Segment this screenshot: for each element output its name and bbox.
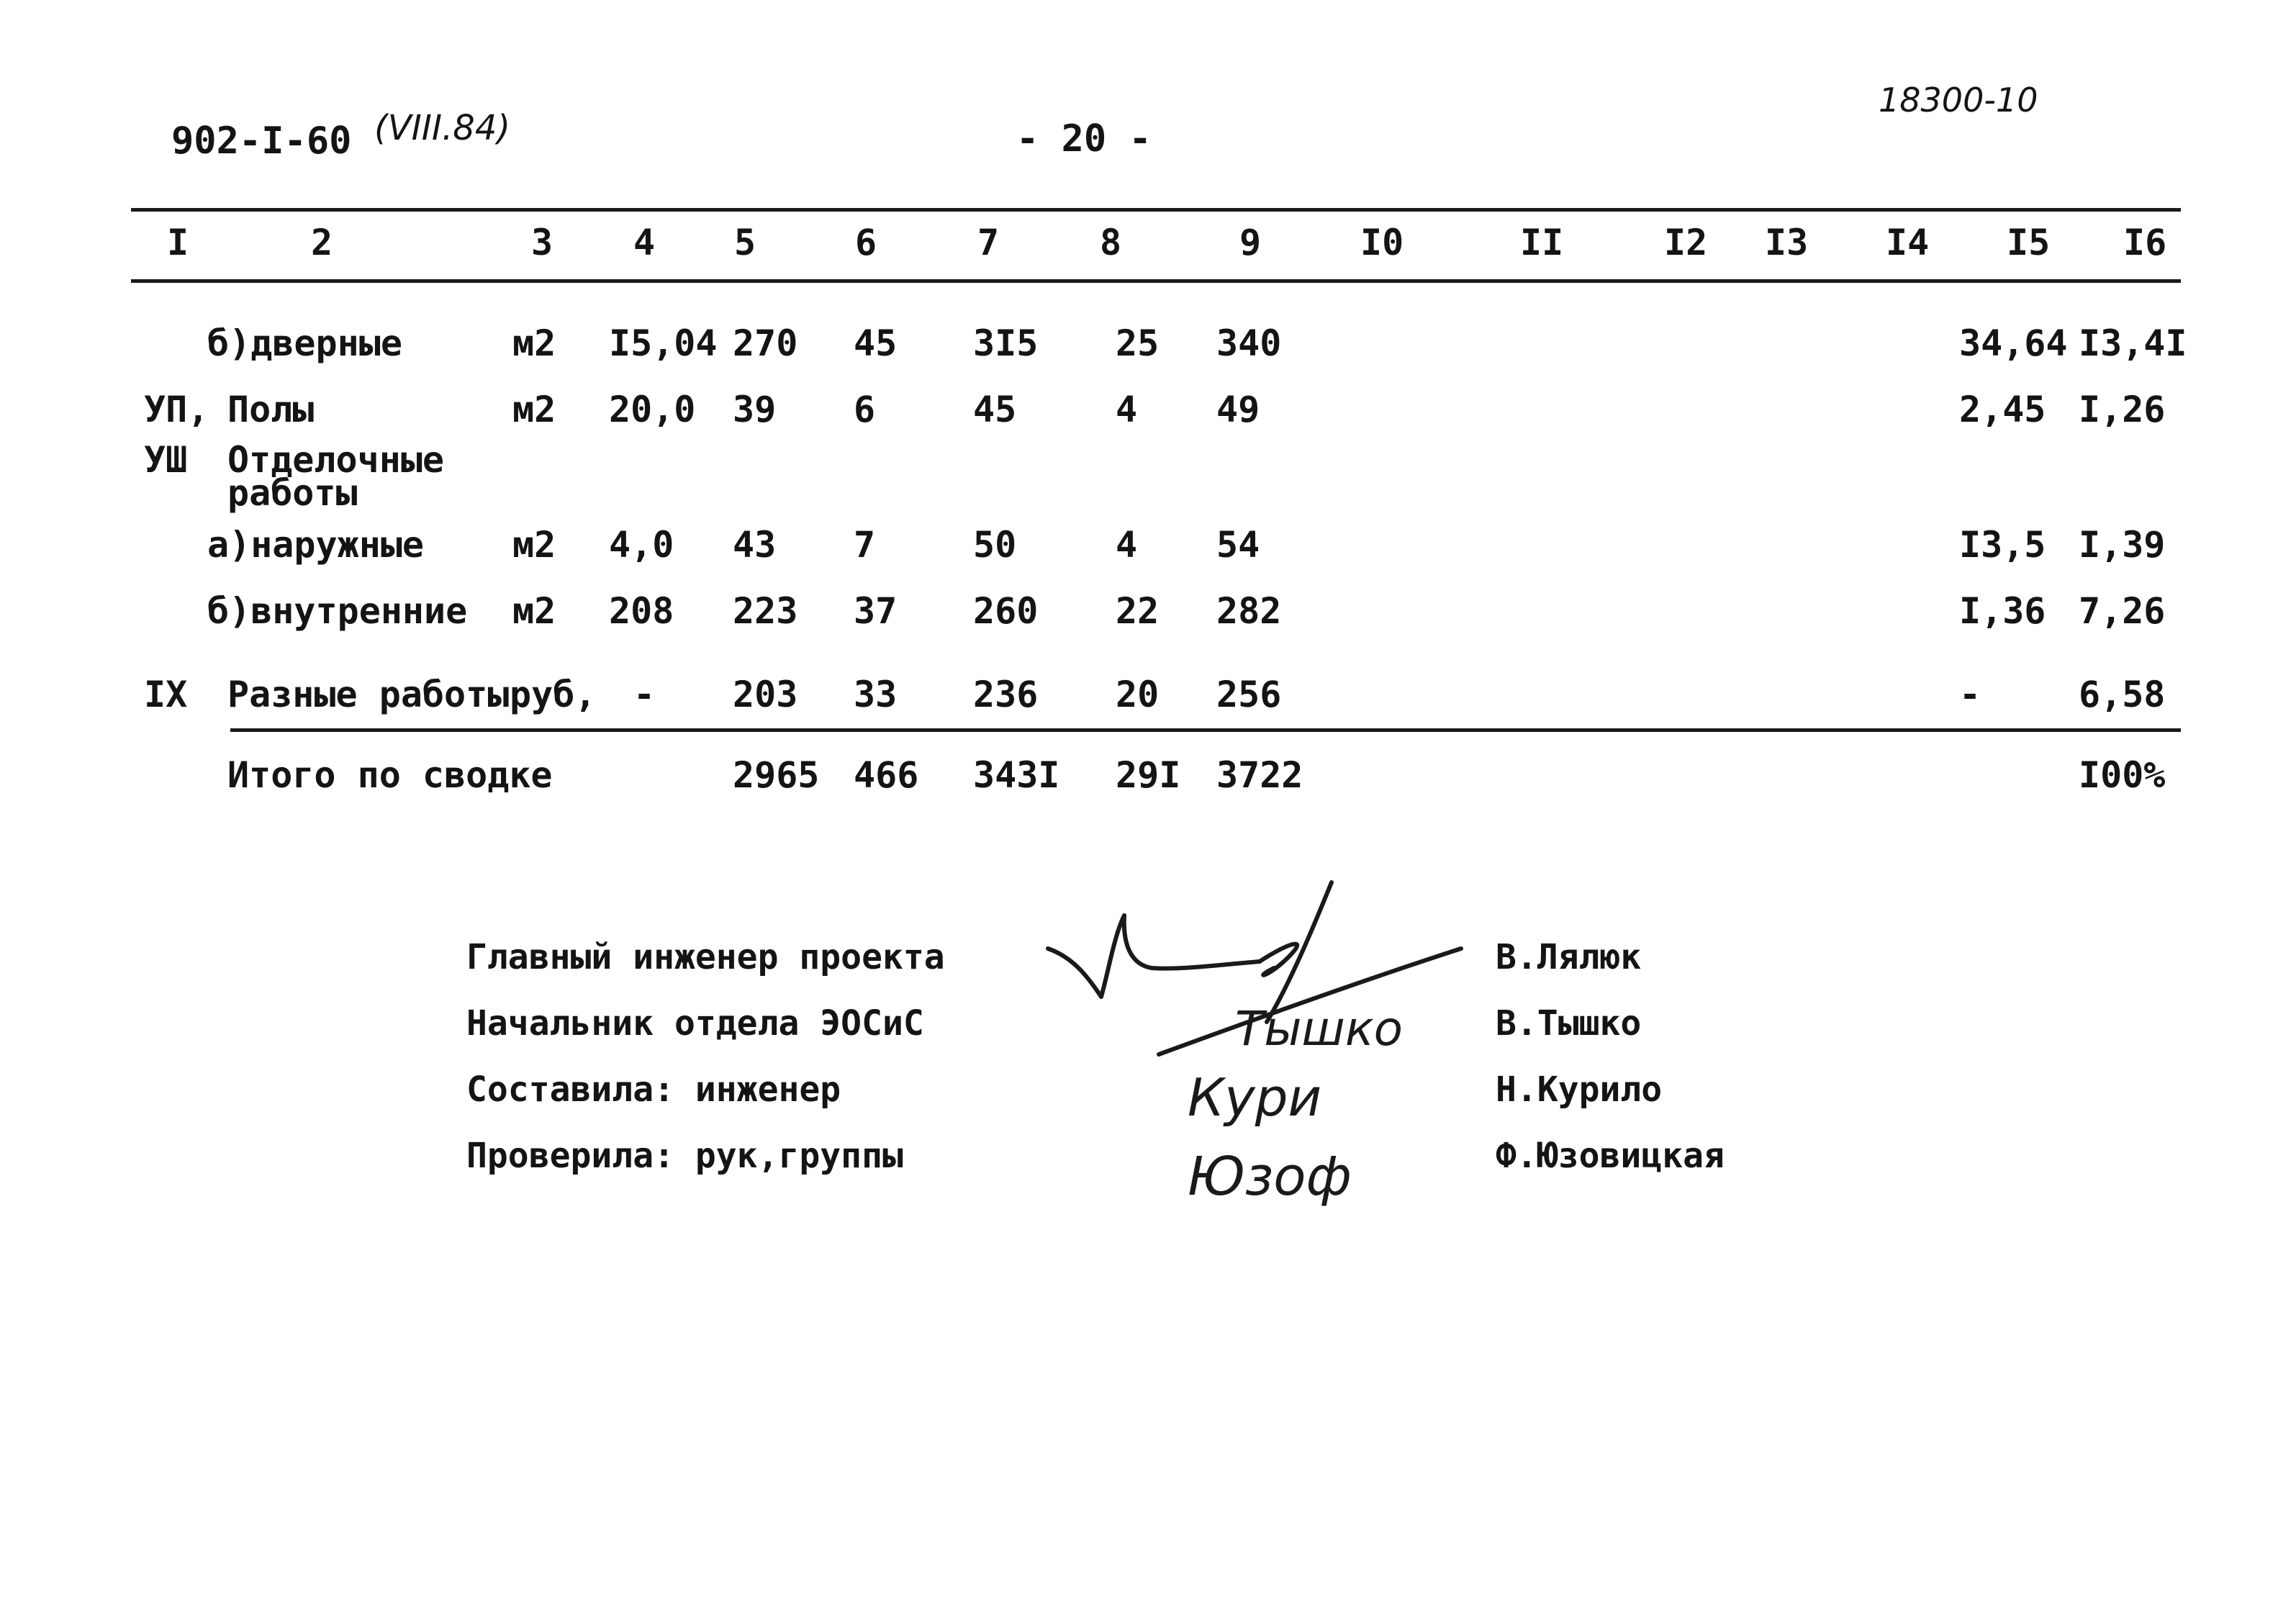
column-header: II [1520,222,1564,263]
handwritten-reference: 18300-10 [1879,81,2038,119]
column-header: 6 [855,222,877,263]
total-cell: 2965 [733,754,820,796]
signature-yuzovitskaya [1188,1146,1352,1208]
table-row-name: Разные работы [227,674,510,715]
column-header: 7 [977,222,1000,263]
table-cell: 6 [854,389,876,430]
table-cell: 3I5 [973,322,1039,364]
page-number: - 20 - [1016,117,1152,160]
table-cell: 43 [733,524,777,566]
svg-text:Юзоф: Юзоф [1188,1146,1352,1208]
table-cell: I,39 [2079,524,2166,566]
table-cell: 45 [973,389,1017,430]
signature-name: В.Тышко [1496,1003,1642,1044]
column-header: I2 [1664,222,1708,263]
table-cell: 25 [1116,322,1160,364]
table-cell: 260 [973,590,1039,632]
table-row-name: Полы [227,389,315,430]
table-cell: 20,0 [609,389,696,430]
table-cell-unit: м2 [512,524,556,566]
table-row-name: б)внутренние [207,590,468,632]
table-cell: I3,4I [2079,322,2187,364]
total-label: Итого по сводке [227,754,553,796]
table-cell: 340 [1216,322,1282,364]
table-cell: 223 [733,590,798,632]
signature-name: Ф.Юзовицкая [1496,1136,1725,1176]
table-cell: I,26 [2079,389,2166,430]
handwritten-date: (VIII.84) [374,108,511,148]
signature-kurilo [1188,1067,1321,1128]
table-cell: 34,64 [1959,322,2068,364]
total-cell: 3722 [1216,754,1303,796]
table-row-number: УШ [144,439,188,481]
table-row-number: IX [144,674,188,715]
table-cell: 2,45 [1959,389,2046,430]
table-cell: 7,26 [2079,590,2166,632]
table-cell: 22 [1116,590,1160,632]
table-cell: 236 [973,674,1039,715]
column-header: I4 [1886,222,1930,263]
table-row-name: б)дверные [207,322,402,364]
column-header: I3 [1765,222,1809,263]
signature-role: Проверила: рук,группы [466,1136,903,1176]
column-header: 9 [1239,222,1262,263]
signature-name: В.Лялюк [1496,937,1642,977]
column-header: 2 [311,222,333,263]
table-cell: 50 [973,524,1017,566]
table-cell: 39 [733,389,777,430]
table-row-number: УП, [144,389,209,430]
column-header: I0 [1360,222,1404,263]
table-cell: 49 [1216,389,1260,430]
svg-text:Тышко: Тышко [1235,1001,1404,1057]
table-cell: 20 [1116,674,1160,715]
table-cell: 208 [609,590,674,632]
table-cell: I,36 [1959,590,2046,632]
table-cell: 33 [854,674,898,715]
column-header: 8 [1100,222,1122,263]
table-cell-unit: м2 [512,389,556,430]
table-cell: 7 [854,524,876,566]
signature-name: Н.Курило [1496,1069,1663,1110]
table-row-name-line2: работы [227,472,358,514]
table-cell-unit: руб, [510,674,597,715]
signature-role: Составила: инженер [466,1069,841,1110]
column-header: I6 [2123,222,2167,263]
column-header: 4 [633,222,656,263]
table-cell: 203 [733,674,798,715]
total-cell: 466 [854,754,919,796]
table-cell: 4 [1116,389,1138,430]
column-header: I [167,222,189,263]
column-header: 3 [531,222,553,263]
table-row-name: Отделочные [227,439,445,481]
signature-role: Главный инженер проекта [466,937,945,977]
table-cell: I5,04 [609,322,718,364]
column-header: 5 [734,222,756,263]
column-header: I5 [2007,222,2051,263]
table-cell: - [633,674,656,715]
total-cell: I00% [2079,754,2166,796]
signature-tyshko [1235,1001,1403,1057]
signature-role: Начальник отдела ЭОСиС [466,1003,924,1044]
table-cell: I3,5 [1959,524,2046,566]
table-cell: 4,0 [609,524,674,566]
total-cell: 29I [1116,754,1181,796]
table-cell: 270 [733,322,798,364]
table-cell: 37 [854,590,898,632]
table-cell: 256 [1216,674,1282,715]
document-code: 902-I-60 [171,119,352,163]
table-cell: 45 [854,322,898,364]
table-cell: - [1959,674,1981,715]
svg-text:Кури: Кури [1188,1067,1322,1128]
table-cell-unit: м2 [512,590,556,632]
table-cell: 54 [1216,524,1260,566]
table-row-name: а)наружные [207,524,425,566]
table-cell: 6,58 [2079,674,2166,715]
total-cell: 343I [973,754,1060,796]
table-cell-unit: м2 [512,322,556,364]
table-cell: 4 [1116,524,1138,566]
table-cell: 282 [1216,590,1282,632]
